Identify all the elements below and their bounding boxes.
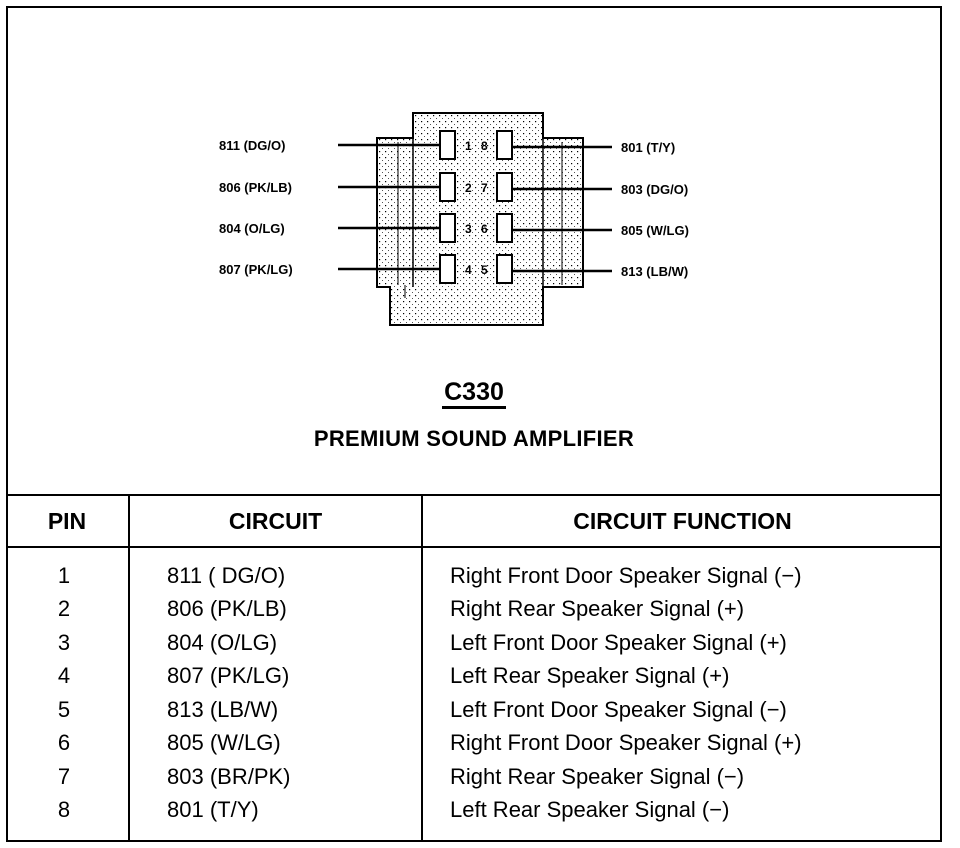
wire-label: 806 (PK/LB) — [219, 180, 292, 195]
terminal — [497, 173, 512, 201]
function-cell: Right Front Door Speaker Signal (−) — [450, 563, 802, 588]
table-row — [0, 764, 948, 798]
terminal — [440, 255, 455, 283]
function-cell: Left Rear Speaker Signal (+) — [450, 663, 730, 688]
table-row — [0, 630, 948, 664]
pin-number: 7 — [481, 181, 488, 195]
header-circuit: CIRCUIT — [228, 508, 323, 534]
connector-code — [0, 378, 948, 407]
connector-code-text: C330 — [442, 378, 506, 409]
wire-label: 804 (O/LG) — [219, 221, 285, 236]
terminal — [440, 131, 455, 159]
terminal — [497, 131, 512, 159]
pin-cell: 8 — [57, 797, 71, 822]
terminal — [440, 173, 455, 201]
circuit-cell: 806 (PK/LB) — [167, 596, 287, 621]
table-row — [0, 797, 948, 831]
pin-cell: 4 — [57, 663, 71, 688]
left-wire-labels — [219, 138, 293, 277]
wire-label: 803 (DG/O) — [621, 182, 689, 197]
header-bottom-border — [6, 546, 942, 548]
pin-cell: 1 — [57, 563, 71, 588]
table-top-border — [6, 494, 942, 496]
header-function: CIRCUIT FUNCTION — [573, 508, 792, 534]
wire-label: 813 (LB/W) — [621, 264, 689, 279]
pin-number: 8 — [481, 139, 488, 153]
circuit-cell: 801 (T/Y) — [167, 797, 259, 822]
function-cell: Right Front Door Speaker Signal (+) — [450, 730, 802, 755]
pin-number: 5 — [481, 263, 488, 277]
function-cell: Right Rear Speaker Signal (+) — [450, 596, 745, 621]
function-cell: Right Rear Speaker Signal (−) — [450, 764, 745, 789]
table-row — [0, 563, 948, 597]
pin-cell: 2 — [57, 596, 71, 621]
wire-label: 807 (PK/LG) — [219, 262, 293, 277]
pin-number: 4 — [465, 263, 472, 277]
connector-name: PREMIUM SOUND AMPLIFIER — [313, 426, 635, 451]
circuit-cell: 807 (PK/LG) — [167, 663, 290, 688]
circuit-cell: 804 (O/LG) — [167, 630, 278, 655]
pin-number: 6 — [481, 222, 488, 236]
pin-number: 2 — [465, 181, 472, 195]
terminal — [497, 255, 512, 283]
circuit-cell: 811 ( DG/O) — [167, 563, 286, 588]
terminal — [440, 214, 455, 242]
function-cell: Left Rear Speaker Signal (−) — [450, 797, 730, 822]
function-cell: Left Front Door Speaker Signal (−) — [450, 697, 787, 722]
wire-label: 801 (T/Y) — [621, 140, 676, 155]
table-row — [0, 663, 948, 697]
circuit-cell: 805 (W/LG) — [167, 730, 281, 755]
pin-cell: 6 — [57, 730, 71, 755]
table-row — [0, 596, 948, 630]
right-wire-labels — [621, 140, 689, 279]
pin-number: 1 — [465, 139, 472, 153]
wire-label: 811 (DG/O) — [219, 138, 286, 153]
circuit-cell: 813 (LB/W) — [167, 697, 279, 722]
function-cell: Left Front Door Speaker Signal (+) — [450, 630, 787, 655]
wire-label: 805 (W/LG) — [621, 223, 689, 238]
pin-cell: 3 — [57, 630, 71, 655]
pin-cell: 7 — [57, 764, 71, 789]
pin-cell: 5 — [57, 697, 71, 722]
table-row — [0, 730, 948, 764]
table-row — [0, 697, 948, 731]
circuit-cell: 803 (BR/PK) — [167, 764, 291, 789]
terminal — [497, 214, 512, 242]
header-pin: PIN — [47, 508, 87, 534]
pin-number: 3 — [465, 222, 472, 236]
